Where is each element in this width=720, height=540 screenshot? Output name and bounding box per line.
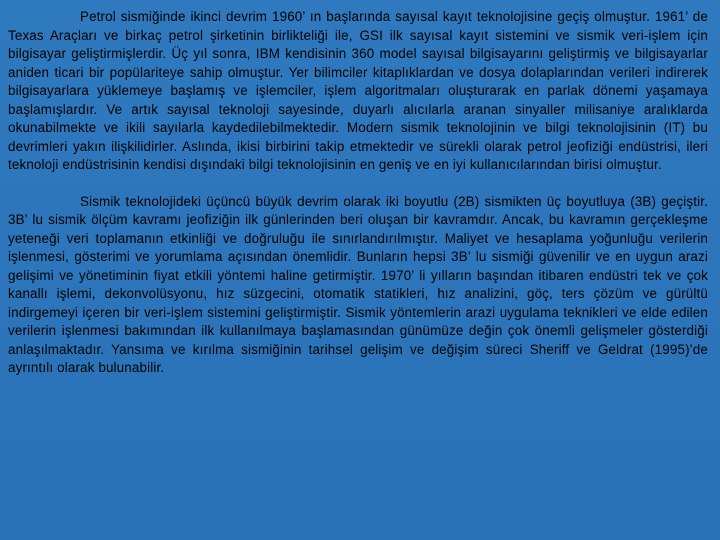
text-body (8, 8, 708, 378)
paragraph-3d-revolution: Sismik teknolojideki üçüncü büyük devrim olarak iki boyutlu (2B) sismikten üç boyutluya (3B) geçiştir. 3B’ lu sismik ölçüm kavramı jeofiziğin ilk günlerinden beri oluşan bir kavramdır. Ancak, bu kavramın gerçekleşme yeteneği veri toplamanın etkinliği ve doğruluğu ile sınırlandırılmıştır. Maliyet ve hesaplama yoğunluğu verilerin işlenmesi, gösterimi ve yorumlama açısından önemlidir. Bunların hepsi 3B’ lu sismiği güvenilir ve en uygun arazi gelişimi ve yönetiminin fiyat etkili yöntemi haline getirmiştir. 1970’ li yılların başından itibaren endüstri tek ve çok kanallı işlemi, dekonvolüsyonu, hız süzgecini, otomatik statikleri, hız analizini, göç, ters çözüm ve gürültü indirgemeyi içeren bir veri-işlem sistemini geliştirmiştir. Sismik yöntemlerin arazi uygulama teknikleri ve elde edilen verilerin işlenmesi bakımından ilk kullanılmaya başlamasından günümüze değin çok önemli gelişmeler gösterdiği anlaşılmaktadır. Yansıma ve kırılma sismiğinin tarihsel gelişim ve değişim süreci Sheriff ve Geldrat (1995)’de ayrıntılı olarak bulunabilir. (8, 193, 708, 375)
paragraph-digital-revolution: Petrol sismiğinde ikinci devrim 1960’ ın başlarında sayısal kayıt teknolojisine geçiş olmuştur. 1961’ de Texas Araçları ve birkaç petrol şirketinin birlikteliği ile, GSI ilk sayısal kayıt sistemini ve sismik veri-işlem için bilgisayar geliştirmişlerdir. Üç yıl sonra, IBM kendisinin 360 model sayısal bilgisayarını geliştirmiş ve bilgisayarlar aniden ticari bir popülariteye sahip olmuştur. Yer bilimciler kitaplıklardan ve dosya dolaplarından verileri indirerek bilgisayarlara yüklemeye başlamış ve işlemciler, işlem algoritmaları oluşturarak en parlak dönemi yaşamaya başlamışlardır. Ve artık sayısal teknoloji sayesinde, duyarlı alıcılarla aranan sinyaller milisaniye aralıklarda okunabilmekte ve ikili sayılarla kaydedilebilmektedir. Modern sismik teknolojinin ve bilgi teknolojisinin (IT) bu devrimleri yakın ilişkilidirler. Aslında, ikisi birbirini takip etmektedir ve sürekli olarak petrol jeofiziği endüstrisi, ileri teknoloji endüstrisinin kendisi dışındaki bilgi teknolojisinin en geniş ve en iyi kullanıcılarından birisi olmuştur. (8, 9, 708, 172)
